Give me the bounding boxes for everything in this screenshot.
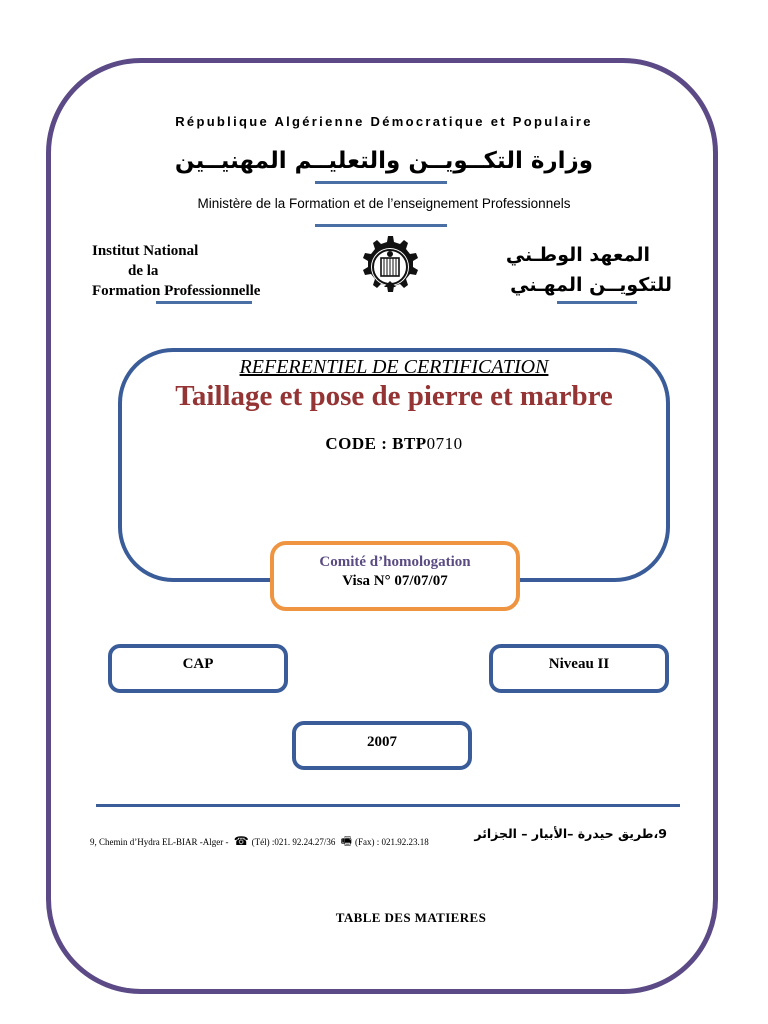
republic-heading: République Algérienne Démocratique et Populaire xyxy=(175,114,593,129)
address-arabic: 9،طريق حيدرة –الأبيار – الجزائر xyxy=(474,826,667,841)
code-line xyxy=(118,434,670,454)
institute-gear-logo xyxy=(350,234,426,300)
institute-french xyxy=(92,241,260,301)
street-address: 9, Chemin d’Hydra EL-BIAR -Alger - xyxy=(90,837,229,847)
homologation-box xyxy=(270,541,520,611)
year-box xyxy=(292,721,472,770)
certification-heading: REFERENTIEL DE CERTIFICATION xyxy=(239,356,549,378)
phone-icon: ☎ xyxy=(233,834,249,848)
institute-arabic xyxy=(472,240,672,300)
level-label: Niveau II xyxy=(548,656,610,672)
diploma-label: CAP xyxy=(182,656,214,672)
footer-divider xyxy=(96,804,680,807)
ministry-french: Ministère de la Formation et de l’enseignement Professionnels xyxy=(197,196,571,211)
divider-institute-fr xyxy=(156,301,252,304)
divider-top xyxy=(315,181,447,184)
code-label: CODE : BTP xyxy=(325,434,427,453)
year-label: 2007 xyxy=(367,734,397,750)
fax-icon: 🖷 xyxy=(340,834,352,848)
committee-label: Comité d’homologation xyxy=(319,554,471,570)
fax-number: (Fax) : 021.92.23.18 xyxy=(355,837,429,847)
divider-institute-ar xyxy=(557,301,637,304)
institute-line-2: de la xyxy=(128,263,159,279)
visa-number: Visa N° 07/07/07 xyxy=(342,573,448,589)
diploma-box xyxy=(108,644,288,693)
ministry-arabic: وزارة التكــويــن والتعليــم المهنيــين xyxy=(174,148,594,174)
phone-number: (Tél) :021. 92.24.27/36 xyxy=(251,837,336,847)
table-of-contents-heading: TABLE DES MATIERES xyxy=(335,910,487,925)
institute-line-3: Formation Professionnelle xyxy=(92,283,261,299)
address-french xyxy=(90,832,429,853)
divider-ministry xyxy=(315,224,447,227)
institute-line-1: Institut National xyxy=(92,243,199,259)
trade-title: Taillage et pose de pierre et marbre xyxy=(175,380,613,412)
institute-ar-line-2: للتكويــن المهـني xyxy=(510,274,672,296)
institute-ar-line-1: المعهد الوطـني xyxy=(505,244,650,266)
code-number: 0710 xyxy=(426,434,463,453)
level-box xyxy=(489,644,669,693)
